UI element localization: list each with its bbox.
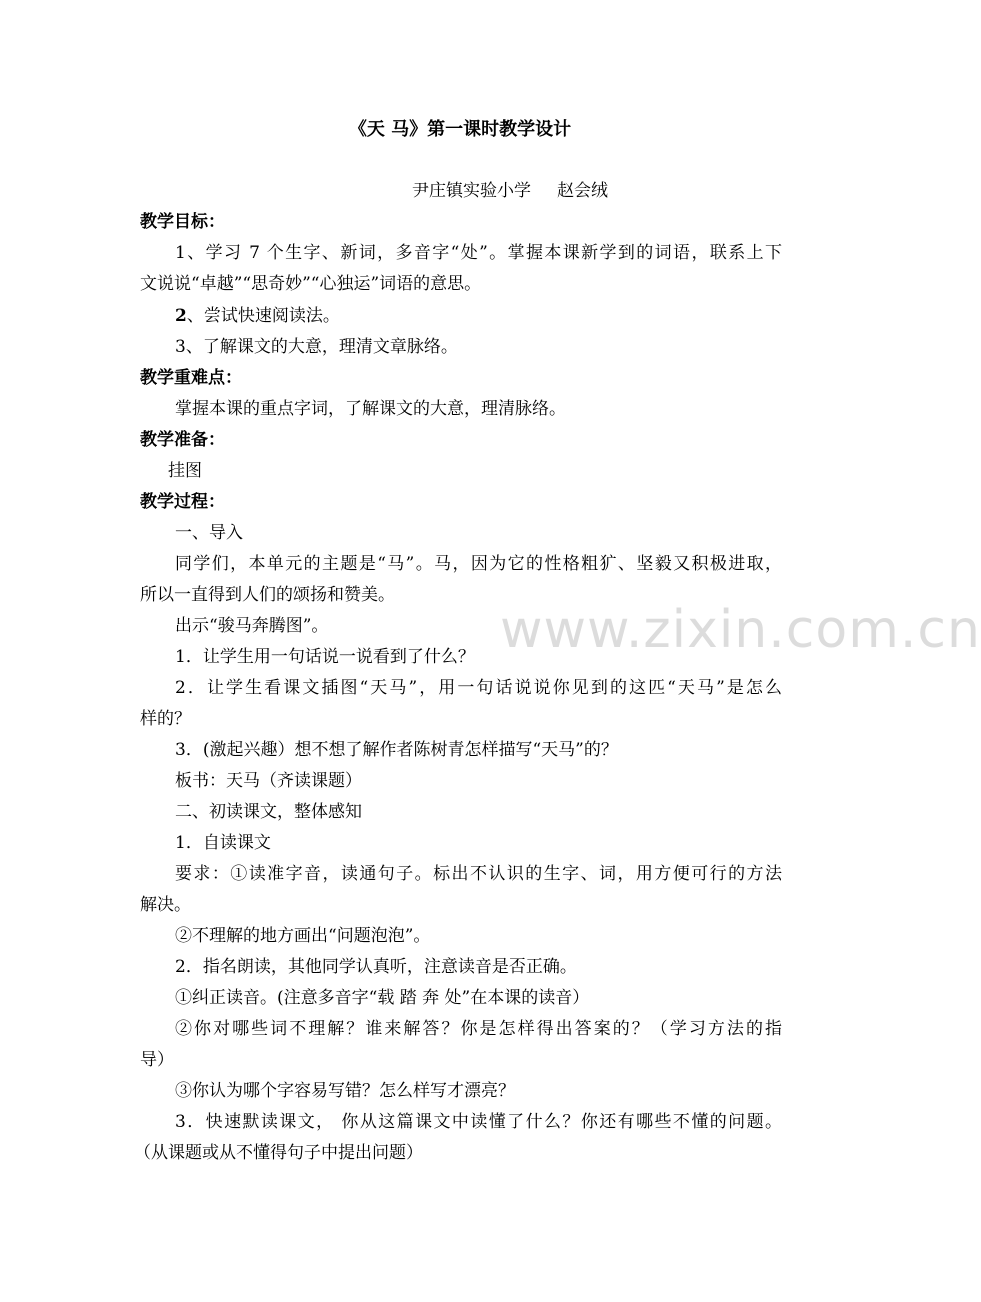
requirement-2: ②不理解的地方画出“问题泡泡”。 [175, 926, 431, 946]
read-step-1: 1．自读课文 [175, 833, 271, 853]
objective-1-line-1: 1、学习 7 个生字、新词，多音字“处”。掌握本课新学到的词语，联系上下 [175, 243, 782, 263]
step-2-heading: 二、初读课文，整体感知 [175, 802, 362, 822]
intro-line-2: 所以一直得到人们的颂扬和赞美。 [140, 585, 395, 605]
process-heading: 教学过程： [140, 492, 225, 512]
question-2-line-1: 2．让学生看课文插图“天马”，用一句话说说你见到的这匹“天马”是怎么 [175, 678, 782, 698]
watermark: www.zixin.com.cn [500, 600, 981, 660]
board-writing: 板书：天马（齐读课题） [175, 771, 362, 791]
objective-2 [175, 305, 340, 327]
read-step-3-line-1: 3．快速默读课文， 你从这篇课文中读懂了什么？你还有哪些不懂的问题。 [175, 1112, 782, 1132]
ask-line-2: 导） [140, 1050, 174, 1070]
correct-pronunciation: ①纠正读音。(注意多音字“载 踏 奔 处”在本课的读音） [175, 988, 590, 1008]
author-line [300, 180, 720, 202]
question-1: 1．让学生用一句话说一说看到了什么？ [175, 647, 475, 667]
requirement-line-1: 要求：①读准字音，读通句子。标出不认识的生字、词，用方便可行的方法 [175, 864, 782, 884]
ask-3: ③你认为哪个字容易写错？怎么样写才漂亮？ [175, 1081, 515, 1101]
objective-3: 3、了解课文的大意，理清文章脉络。 [175, 337, 458, 357]
objectives-heading: 教学目标： [140, 212, 225, 232]
objective-1-line-2: 文说说“卓越”“思奇妙”“心独运”词语的意思。 [140, 274, 482, 294]
read-step-3-line-2: （从课题或从不懂得句子中提出问题） [134, 1143, 423, 1163]
question-2-line-2: 样的？ [140, 709, 191, 729]
school-name: 尹庄镇实验小学 [412, 181, 531, 201]
keypoints-heading: 教学重难点： [140, 368, 242, 388]
objective-2-text: 、尝试快速阅读法。 [186, 306, 340, 326]
keypoints-text: 掌握本课的重点字词，了解课文的大意，理清脉络。 [175, 399, 566, 419]
author-name: 赵会绒 [557, 181, 608, 201]
prep-heading: 教学准备： [140, 430, 225, 450]
requirement-line-2: 解决。 [140, 895, 191, 915]
step-1-heading: 一、导入 [175, 523, 243, 543]
objective-2-number: 2 [175, 306, 187, 326]
show-picture: 出示“骏马奔腾图”。 [175, 616, 329, 636]
question-3: 3．(激起兴趣）想不想了解作者陈树青怎样描写“天马”的？ [175, 740, 618, 760]
document-title: 《天 马》第一课时教学设计 [348, 119, 572, 140]
prep-text: 挂图 [168, 461, 202, 481]
read-step-2: 2．指名朗读，其他同学认真听，注意读音是否正确。 [175, 957, 577, 977]
intro-line-1: 同学们，本单元的主题是“马”。马，因为它的性格粗犷、坚毅又积极进取， [175, 554, 782, 574]
ask-line-1: ②你对哪些词不理解？谁来解答？你是怎样得出答案的？（学习方法的指 [175, 1019, 782, 1039]
